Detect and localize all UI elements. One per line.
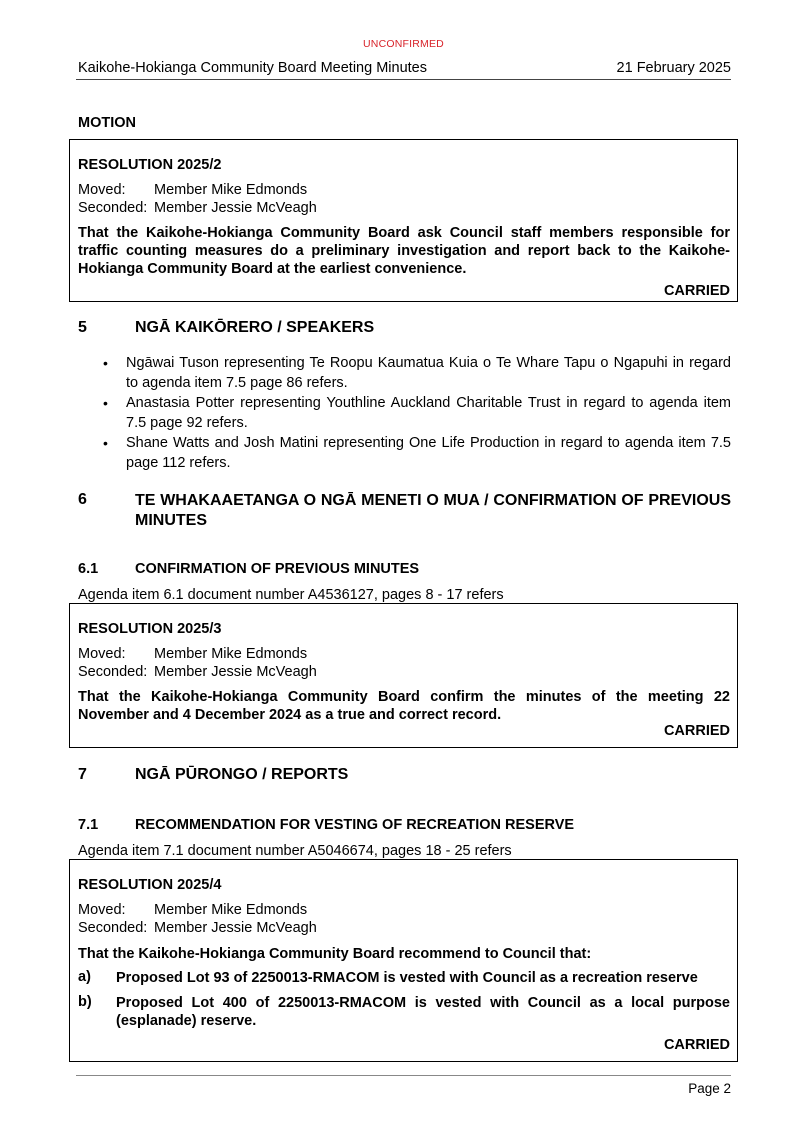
section-number: 6 [78,491,87,508]
resolution-title: RESOLUTION 2025/2 [78,157,222,173]
seconded-label: Seconded: [78,920,148,936]
document-title: Kaikohe-Hokianga Community Board Meeting Minutes [78,60,427,76]
resolution-box-2025-2 [69,139,738,302]
item-text: Proposed Lot 400 of 2250013-RMACOM is vested with Council as a local purpose (esplanade) reserve. [116,995,730,1029]
resolution-text: That the Kaikohe-Hokianga Community Board confirm the minutes of the meeting 22 November and 4 December 2024 as a true and correct record. [78,689,730,723]
seconded-row [78,200,317,216]
meeting-date: 21 February 2025 [616,60,731,76]
seconded-label: Seconded: [78,200,148,216]
moved-value: Member Mike Edmonds [154,646,308,662]
bullet-icon: • [103,395,108,411]
item-text: Proposed Lot 93 of 2250013-RMACOM is vested with Council as a recreation reserve [116,970,698,986]
resolution-intro: That the Kaikohe-Hokianga Community Board recommend to Council that: [78,946,592,962]
moved-row [78,902,307,918]
subsection-title: RECOMMENDATION FOR VESTING OF RECREATION RESERVE [135,817,575,833]
section-title: NGĀ PŪRONGO / REPORTS [135,766,349,783]
resolution-outcome: CARRIED [663,723,730,739]
seconded-row [78,920,317,936]
resolution-box-2025-3 [69,603,738,748]
seconded-value: Member Jessie McVeagh [154,664,317,680]
section-number: 7 [78,766,87,783]
footer-divider [76,1075,731,1076]
motion-heading: MOTION [78,115,136,131]
moved-label: Moved: [78,646,126,662]
seconded-row [78,664,317,680]
page-number: Page 2 [688,1081,731,1096]
resolution-outcome: CARRIED [663,283,730,299]
resolution-text: That the Kaikohe-Hokianga Community Board ask Council staff members responsible for traffic counting measures do a preliminary investigation and report back to the Kaikohe-Hokianga Community Board at the earliest convenience. [78,225,730,277]
agenda-reference: Agenda item 6.1 document number A4536127, pages 8 - 17 refers [78,587,504,603]
subsection-number: 6.1 [78,561,99,577]
section-title: NGĀ KAIKŌRERO / SPEAKERS [135,319,375,336]
resolution-box-2025-4 [69,859,738,1062]
resolution-outcome: CARRIED [663,1037,730,1053]
moved-value: Member Mike Edmonds [154,902,308,918]
subsection-title: CONFIRMATION OF PREVIOUS MINUTES [135,561,420,577]
seconded-label: Seconded: [78,664,148,680]
item-label: a) [78,969,91,985]
section-title: TE WHAKAAETANGA O NGĀ MENETI O MUA / CONFIRMATION OF PREVIOUS MINUTES [135,492,731,529]
subsection-number: 7.1 [78,817,99,833]
item-label: b) [78,994,92,1010]
resolution-title: RESOLUTION 2025/3 [78,621,222,637]
seconded-value: Member Jessie McVeagh [154,200,317,216]
unconfirmed-label: UNCONFIRMED [363,38,444,50]
speaker-item: Anastasia Potter representing Youthline Auckland Charitable Trust in regard to agenda item 7.5 page 92 refers. [126,395,731,431]
bullet-icon: • [103,435,108,451]
moved-label: Moved: [78,902,126,918]
header-divider [76,79,731,80]
section-number: 5 [78,319,87,336]
speaker-item: Shane Watts and Josh Matini representing One Life Production in regard to agenda item 7.5 page 112 refers. [126,435,731,471]
moved-label: Moved: [78,182,126,198]
agenda-reference: Agenda item 7.1 document number A5046674, pages 18 - 25 refers [78,843,512,859]
moved-value: Member Mike Edmonds [154,182,308,198]
bullet-icon: • [103,355,108,371]
seconded-value: Member Jessie McVeagh [154,920,317,936]
resolution-title: RESOLUTION 2025/4 [78,877,222,893]
moved-row [78,646,307,662]
speaker-item: Ngāwai Tuson representing Te Roopu Kaumatua Kuia o Te Whare Tapu o Ngapuhi in regard to agenda item 7.5 page 86 refers. [126,355,731,391]
moved-row [78,182,307,198]
